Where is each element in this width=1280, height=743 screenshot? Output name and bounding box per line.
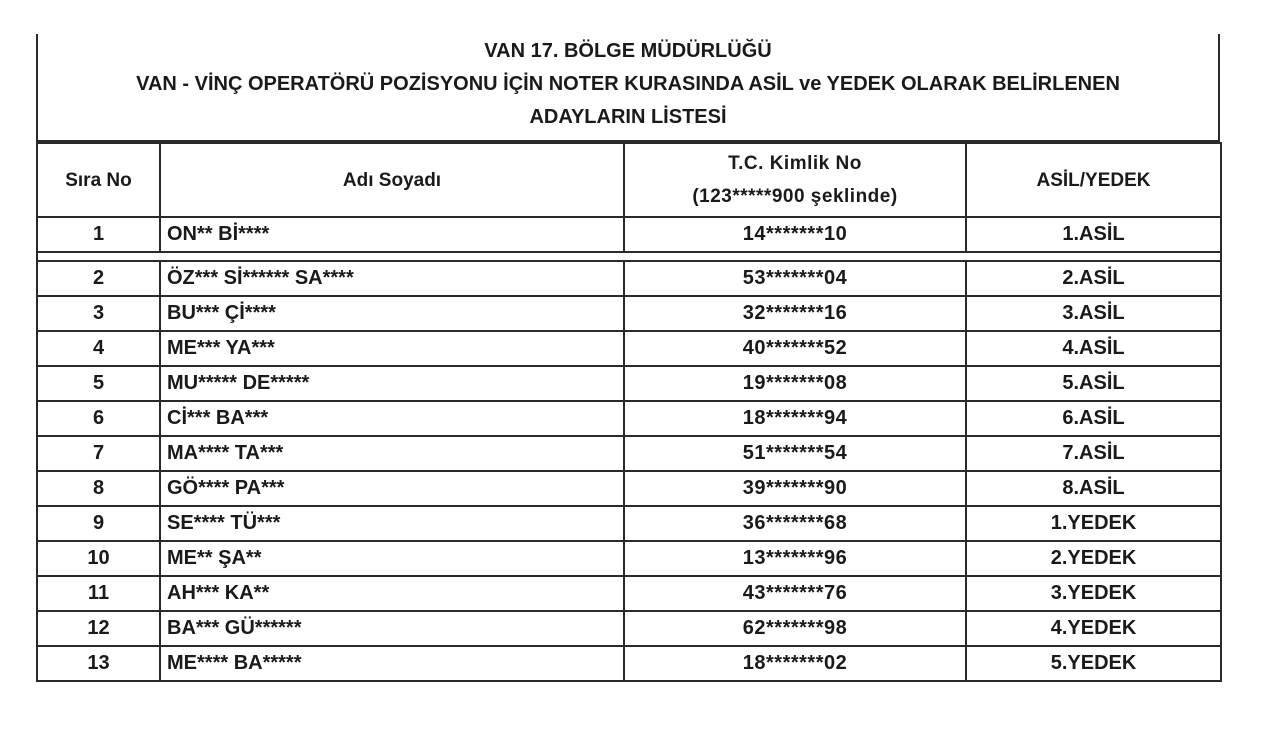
header-adi-soyadi: Adı Soyadı (160, 143, 624, 217)
table-body (37, 217, 1221, 681)
cell-asil-yedek: 5.ASİL (966, 366, 1221, 401)
header-asil-yedek: ASİL/YEDEK (966, 143, 1221, 217)
cell-adi-soyadi: BU*** Çİ**** (160, 296, 624, 331)
cell-sira-no: 5 (37, 366, 160, 401)
cell-asil-yedek: 1.YEDEK (966, 506, 1221, 541)
cell-tc-kimlik-no: 32*******16 (624, 296, 966, 331)
candidates-table (36, 142, 1222, 682)
cell-adi-soyadi: SE**** TÜ*** (160, 506, 624, 541)
cell-asil-yedek: 2.ASİL (966, 261, 1221, 296)
cell-asil-yedek: 4.ASİL (966, 331, 1221, 366)
cell-tc-kimlik-no: 18*******94 (624, 401, 966, 436)
cell-asil-yedek: 2.YEDEK (966, 541, 1221, 576)
cell-sira-no: 9 (37, 506, 160, 541)
table-row (37, 541, 1221, 576)
cell-tc-kimlik-no: 53*******04 (624, 261, 966, 296)
cell-adi-soyadi: ÖZ*** Sİ****** SA**** (160, 261, 624, 296)
cell-tc-kimlik-no: 40*******52 (624, 331, 966, 366)
cell-asil-yedek: 7.ASİL (966, 436, 1221, 471)
cell-sira-no: 12 (37, 611, 160, 646)
table-header-row (37, 143, 1221, 217)
cell-adi-soyadi: ME*** YA*** (160, 331, 624, 366)
cell-tc-kimlik-no: 36*******68 (624, 506, 966, 541)
cell-tc-kimlik-no: 13*******96 (624, 541, 966, 576)
table-row (37, 331, 1221, 366)
table-row (37, 217, 1221, 252)
cell-sira-no: 3 (37, 296, 160, 331)
cell-asil-yedek: 5.YEDEK (966, 646, 1221, 681)
cell-asil-yedek: 3.YEDEK (966, 576, 1221, 611)
cell-asil-yedek: 8.ASİL (966, 471, 1221, 506)
title-line-2: VAN - VİNÇ OPERATÖRÜ POZİSYONU İÇİN NOTER KURASINDA ASİL ve YEDEK OLARAK BELİRLENEN (136, 73, 1120, 95)
cell-tc-kimlik-no: 14*******10 (624, 217, 966, 252)
table-row (37, 261, 1221, 296)
table-row (37, 506, 1221, 541)
row-separator-cell (37, 252, 1221, 261)
table-row (37, 611, 1221, 646)
table-row (37, 436, 1221, 471)
cell-sira-no: 11 (37, 576, 160, 611)
cell-adi-soyadi: GÖ**** PA*** (160, 471, 624, 506)
table-row (37, 401, 1221, 436)
cell-tc-kimlik-no: 18*******02 (624, 646, 966, 681)
cell-adi-soyadi: Cİ*** BA*** (160, 401, 624, 436)
cell-adi-soyadi: BA*** GÜ****** (160, 611, 624, 646)
cell-adi-soyadi: ME**** BA***** (160, 646, 624, 681)
header-tc-line-1: T.C. Kimlik No (728, 153, 862, 174)
cell-tc-kimlik-no: 39*******90 (624, 471, 966, 506)
table-row (37, 646, 1221, 681)
title-line-1: VAN 17. BÖLGE MÜDÜRLÜĞÜ (484, 40, 772, 62)
table-row (37, 576, 1221, 611)
cell-asil-yedek: 4.YEDEK (966, 611, 1221, 646)
header-sira-no: Sıra No (37, 143, 160, 217)
table-row (37, 366, 1221, 401)
cell-asil-yedek: 3.ASİL (966, 296, 1221, 331)
cell-sira-no: 8 (37, 471, 160, 506)
cell-tc-kimlik-no: 19*******08 (624, 366, 966, 401)
cell-sira-no: 13 (37, 646, 160, 681)
header-tc-kimlik-no (624, 143, 966, 217)
cell-adi-soyadi: MU***** DE***** (160, 366, 624, 401)
cell-asil-yedek: 1.ASİL (966, 217, 1221, 252)
cell-adi-soyadi: ON** Bİ**** (160, 217, 624, 252)
table-row (37, 471, 1221, 506)
cell-asil-yedek: 6.ASİL (966, 401, 1221, 436)
cell-adi-soyadi: ME** ŞA** (160, 541, 624, 576)
row-separator (37, 252, 1221, 261)
table-row (37, 296, 1221, 331)
document-title-block (36, 34, 1220, 142)
header-tc-line-2: (123*****900 şeklinde) (692, 186, 898, 207)
cell-sira-no: 7 (37, 436, 160, 471)
cell-tc-kimlik-no: 43*******76 (624, 576, 966, 611)
cell-sira-no: 1 (37, 217, 160, 252)
candidate-list-document (36, 34, 1220, 682)
cell-adi-soyadi: AH*** KA** (160, 576, 624, 611)
cell-adi-soyadi: MA**** TA*** (160, 436, 624, 471)
cell-sira-no: 2 (37, 261, 160, 296)
cell-sira-no: 6 (37, 401, 160, 436)
cell-sira-no: 4 (37, 331, 160, 366)
title-line-3: ADAYLARIN LİSTESİ (529, 106, 727, 128)
cell-tc-kimlik-no: 51*******54 (624, 436, 966, 471)
cell-tc-kimlik-no: 62*******98 (624, 611, 966, 646)
cell-sira-no: 10 (37, 541, 160, 576)
